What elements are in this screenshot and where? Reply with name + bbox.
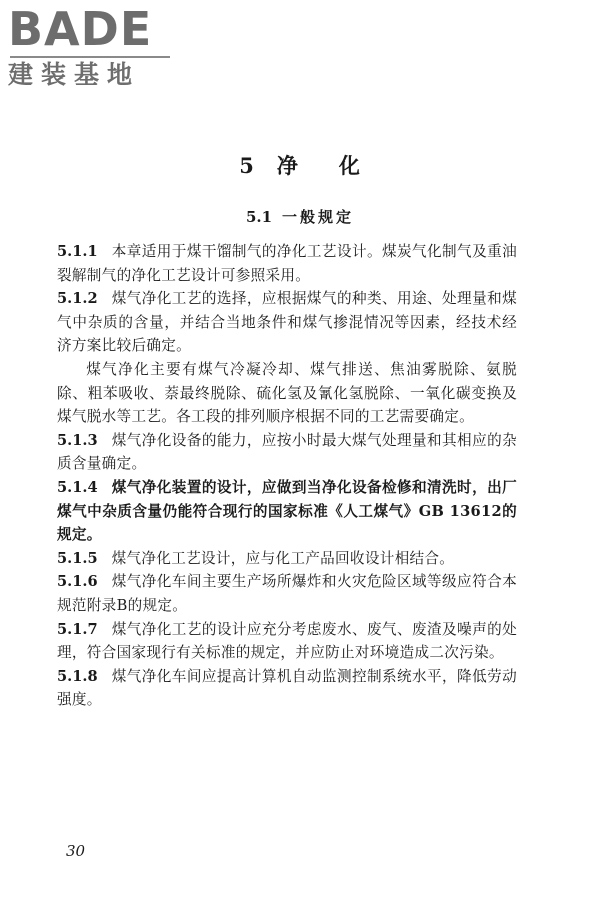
section-number: 5.1	[245, 208, 273, 226]
clause-text: 煤气净化工艺的设计应充分考虑废水、废气、废渣及噪声的处理，符合国家现行有关标准的规定，并应防止对环境造成二次污染。	[57, 620, 517, 662]
chapter-title-part1: 净	[276, 153, 299, 178]
chapter-title-part2: 化	[338, 153, 361, 178]
clause-5-1-7	[57, 618, 517, 665]
bade-logo	[8, 4, 178, 90]
clause-5-1-1	[57, 240, 517, 287]
chapter-title	[0, 150, 600, 180]
clause-text: 煤气净化主要有煤气冷凝冷却、煤气排送、焦油雾脱除、氨脱除、粗苯吸收、萘最终脱除、硫化氢及氰化氢脱除、一氧化碳变换及煤气脱水等工艺。各工段的排列顺序根据不同的工艺需要确定。	[57, 360, 517, 426]
clause-number: 5.1.6	[57, 573, 98, 591]
logo-wordmark: BADE	[8, 2, 153, 56]
clause-number: 5.1.7	[57, 620, 98, 638]
clause-5-1-5	[57, 547, 517, 571]
clause-number: 5.1.2	[57, 290, 98, 308]
clause-text: 煤气净化设备的能力，应按小时最大煤气处理量和其相应的杂质含量确定。	[57, 431, 517, 473]
clause-5-1-2	[57, 287, 517, 358]
section-title	[0, 206, 600, 227]
clause-text: 煤气净化装置的设计，应做到当净化设备检修和清洗时，出厂煤气中杂质含量仍能符合现行的国家标准《人工煤气》GB 13612的规定。	[57, 478, 517, 544]
page-number: 30	[66, 842, 86, 860]
clause-5-1-4	[57, 476, 517, 547]
clause-text: 煤气净化车间主要生产场所爆炸和火灾危险区域等级应符合本规范附录B的规定。	[57, 573, 517, 614]
clause-5-1-6	[57, 570, 517, 617]
clause-text: 煤气净化车间应提高计算机自动监测控制系统水平，降低劳动强度。	[57, 667, 517, 709]
clause-number: 5.1.1	[57, 243, 98, 260]
clause-number: 5.1.5	[57, 549, 98, 567]
chapter-number: 5	[239, 153, 255, 178]
clause-5-1-3	[57, 429, 517, 476]
clause-list	[57, 240, 517, 712]
clause-text: 煤气净化工艺的选择，应根据煤气的种类、用途、处理量和煤气中杂质的含量，并结合当地条件和煤气掺混情况等因素，经技术经济方案比较后确定。	[57, 290, 517, 355]
clause-text: 煤气净化工艺设计，应与化工产品回收设计相结合。	[111, 549, 455, 567]
clause-5-1-8	[57, 665, 517, 712]
logo-subtitle: 建装基地	[8, 60, 141, 89]
logo-divider	[10, 56, 170, 58]
clause-number: 5.1.4	[57, 478, 98, 496]
clause-text: 本章适用于煤干馏制气的净化工艺设计。煤炭气化制气及重油裂解制气的净化工艺设计可参照采用。	[57, 243, 517, 284]
clause-number: 5.1.3	[57, 431, 98, 449]
section-heading: 一般规定	[282, 208, 355, 226]
clause-5-1-2-paragraph	[57, 358, 517, 429]
clause-number: 5.1.8	[57, 667, 98, 685]
